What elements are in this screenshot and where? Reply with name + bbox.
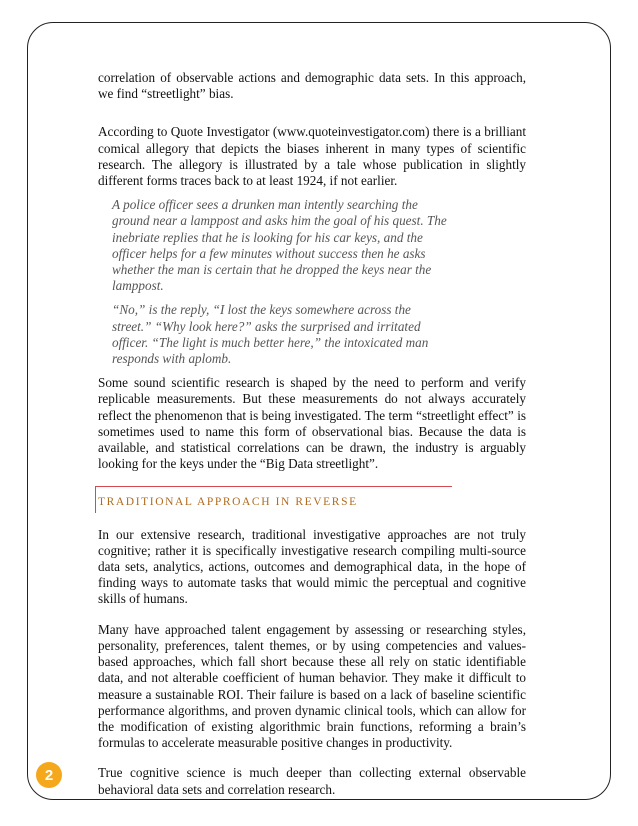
page-number-badge: 2 — [36, 762, 62, 788]
document-body — [98, 70, 526, 812]
section-rule — [96, 486, 452, 487]
paragraph-3: Some sound scientific research is shaped by the need to perform and verify replicable measurements. But these measurements do not always accurately reflect the phenomenon that is being investigated. The term “streetlight effect” is sometimes used to name this form of observational bias. Because the data is available, and statistical correlations can be drawn, the industry is arguably looking for the keys under the “Big Data streetlight”. — [98, 375, 526, 472]
paragraph-2: According to Quote Investigator (www.quoteinvestigator.com) there is a brilliant comical allegory that depicts the biases inherent in many types of scientific research. The allegory is illustrated by a tale whose publication in slightly different forms traces back to at least 1924, if not earlier. — [98, 124, 526, 189]
section-heading — [95, 486, 526, 512]
section-heading-text: TRADITIONAL APPROACH IN REVERSE — [98, 496, 358, 509]
paragraph-6: True cognitive science is much deeper than collecting external observable behavioral data sets and correlation research. — [98, 765, 526, 797]
paragraph-1: correlation of observable actions and demographic data sets. In this approach, we find “streetlight” bias. — [98, 70, 526, 102]
paragraph-4: In our extensive research, traditional investigative approaches are not truly cognitive; rather it is specifically investigative research compiling multi-source data sets, analytics, actions, outcomes and demographical data, in the hope of finding ways to automate tasks that would mimic the perceptual and cognitive skills of humans. — [98, 526, 526, 607]
paragraph-5: Many have approached talent engagement by assessing or researching styles, personality, preferences, talent themes, or by using competencies and values-based approaches, which fall short because these all rely on static identifiable data, and not alterable coefficient of human behavior. They make it difficult to measure a sustainable ROI. Their failure is based on a lack of baseline scientific performance algorithms, and proven dynamic clinical tools, which can allow for the modification of existing algorithmic brain functions, reforming a brain’s formulas to accelerate measurable positive changes in productivity. — [98, 621, 526, 751]
quote-paragraph-1: A police officer sees a drunken man intently searching the ground near a lamppost and asks him the goal of his quest. The inebriate replies that he is looking for his car keys, and the officer helps for a few minutes without success then he asks whether the man is certain that he dropped the keys near the lamppost. — [112, 197, 447, 294]
quote-paragraph-2: “No,” is the reply, “I lost the keys somewhere across the street.” “Why look here?” asks the surprised and irritated officer. “The light is much better here,” the intoxicated man responds with aplomb. — [112, 302, 429, 367]
